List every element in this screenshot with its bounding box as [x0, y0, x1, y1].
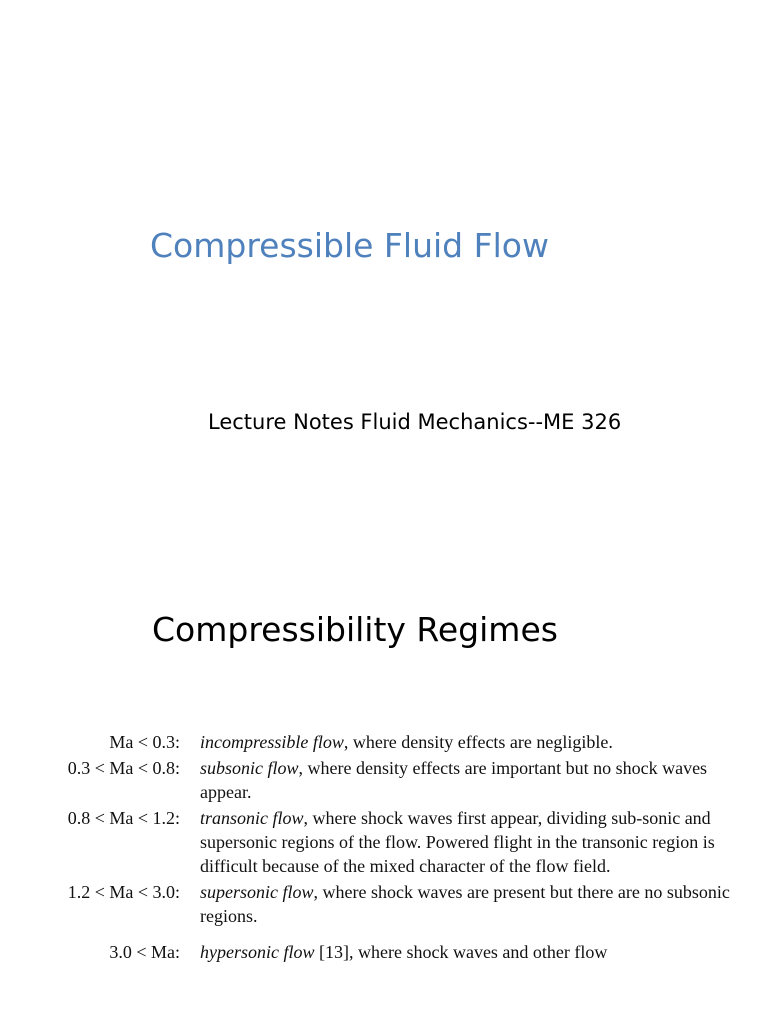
regime-range: 3.0 < Ma: — [109, 942, 180, 962]
regime-text: , where density effects are negligible. — [343, 732, 613, 752]
regime-row — [0, 756, 768, 804]
regime-text: , where density effects are important but no shock waves appear. — [200, 758, 708, 802]
regime-text: [13], where shock waves and other flow — [314, 942, 608, 962]
regime-range: 1.2 < Ma < 3.0: — [67, 882, 180, 902]
regime-description — [180, 940, 742, 964]
regime-row — [0, 880, 768, 928]
regime-range: Ma < 0.3: — [109, 732, 180, 752]
regime-row — [0, 806, 768, 878]
regime-row — [0, 940, 768, 964]
regime-row — [0, 730, 768, 754]
regime-term: hypersonic flow — [200, 942, 315, 962]
regime-term: transonic flow — [200, 808, 304, 828]
regimes-list — [0, 730, 768, 966]
regime-description — [180, 756, 742, 804]
regime-range: 0.8 < Ma < 1.2: — [67, 808, 180, 828]
regime-description — [180, 806, 742, 878]
regimes-heading: Compressibility Regimes — [152, 610, 558, 649]
regime-term: subsonic flow — [200, 758, 299, 778]
regime-range: 0.3 < Ma < 0.8: — [67, 758, 180, 778]
regime-term: supersonic flow — [200, 882, 314, 902]
regime-description — [180, 880, 742, 928]
regime-text: , where shock waves are present but there are no subsonic regions. — [200, 882, 730, 926]
regimes-slide — [0, 560, 768, 1024]
slide-subtitle: Lecture Notes Fluid Mechanics--ME 326 — [208, 410, 622, 434]
regime-text: , where shock waves first appear, dividing sub-sonic and supersonic regions of the flow. Powered flight in the transonic region is difficult because of the mixed character of the flow field. — [200, 808, 715, 876]
regime-term: incompressible flow — [200, 732, 344, 752]
slide-title: Compressible Fluid Flow — [150, 226, 549, 265]
regime-description — [180, 730, 742, 754]
